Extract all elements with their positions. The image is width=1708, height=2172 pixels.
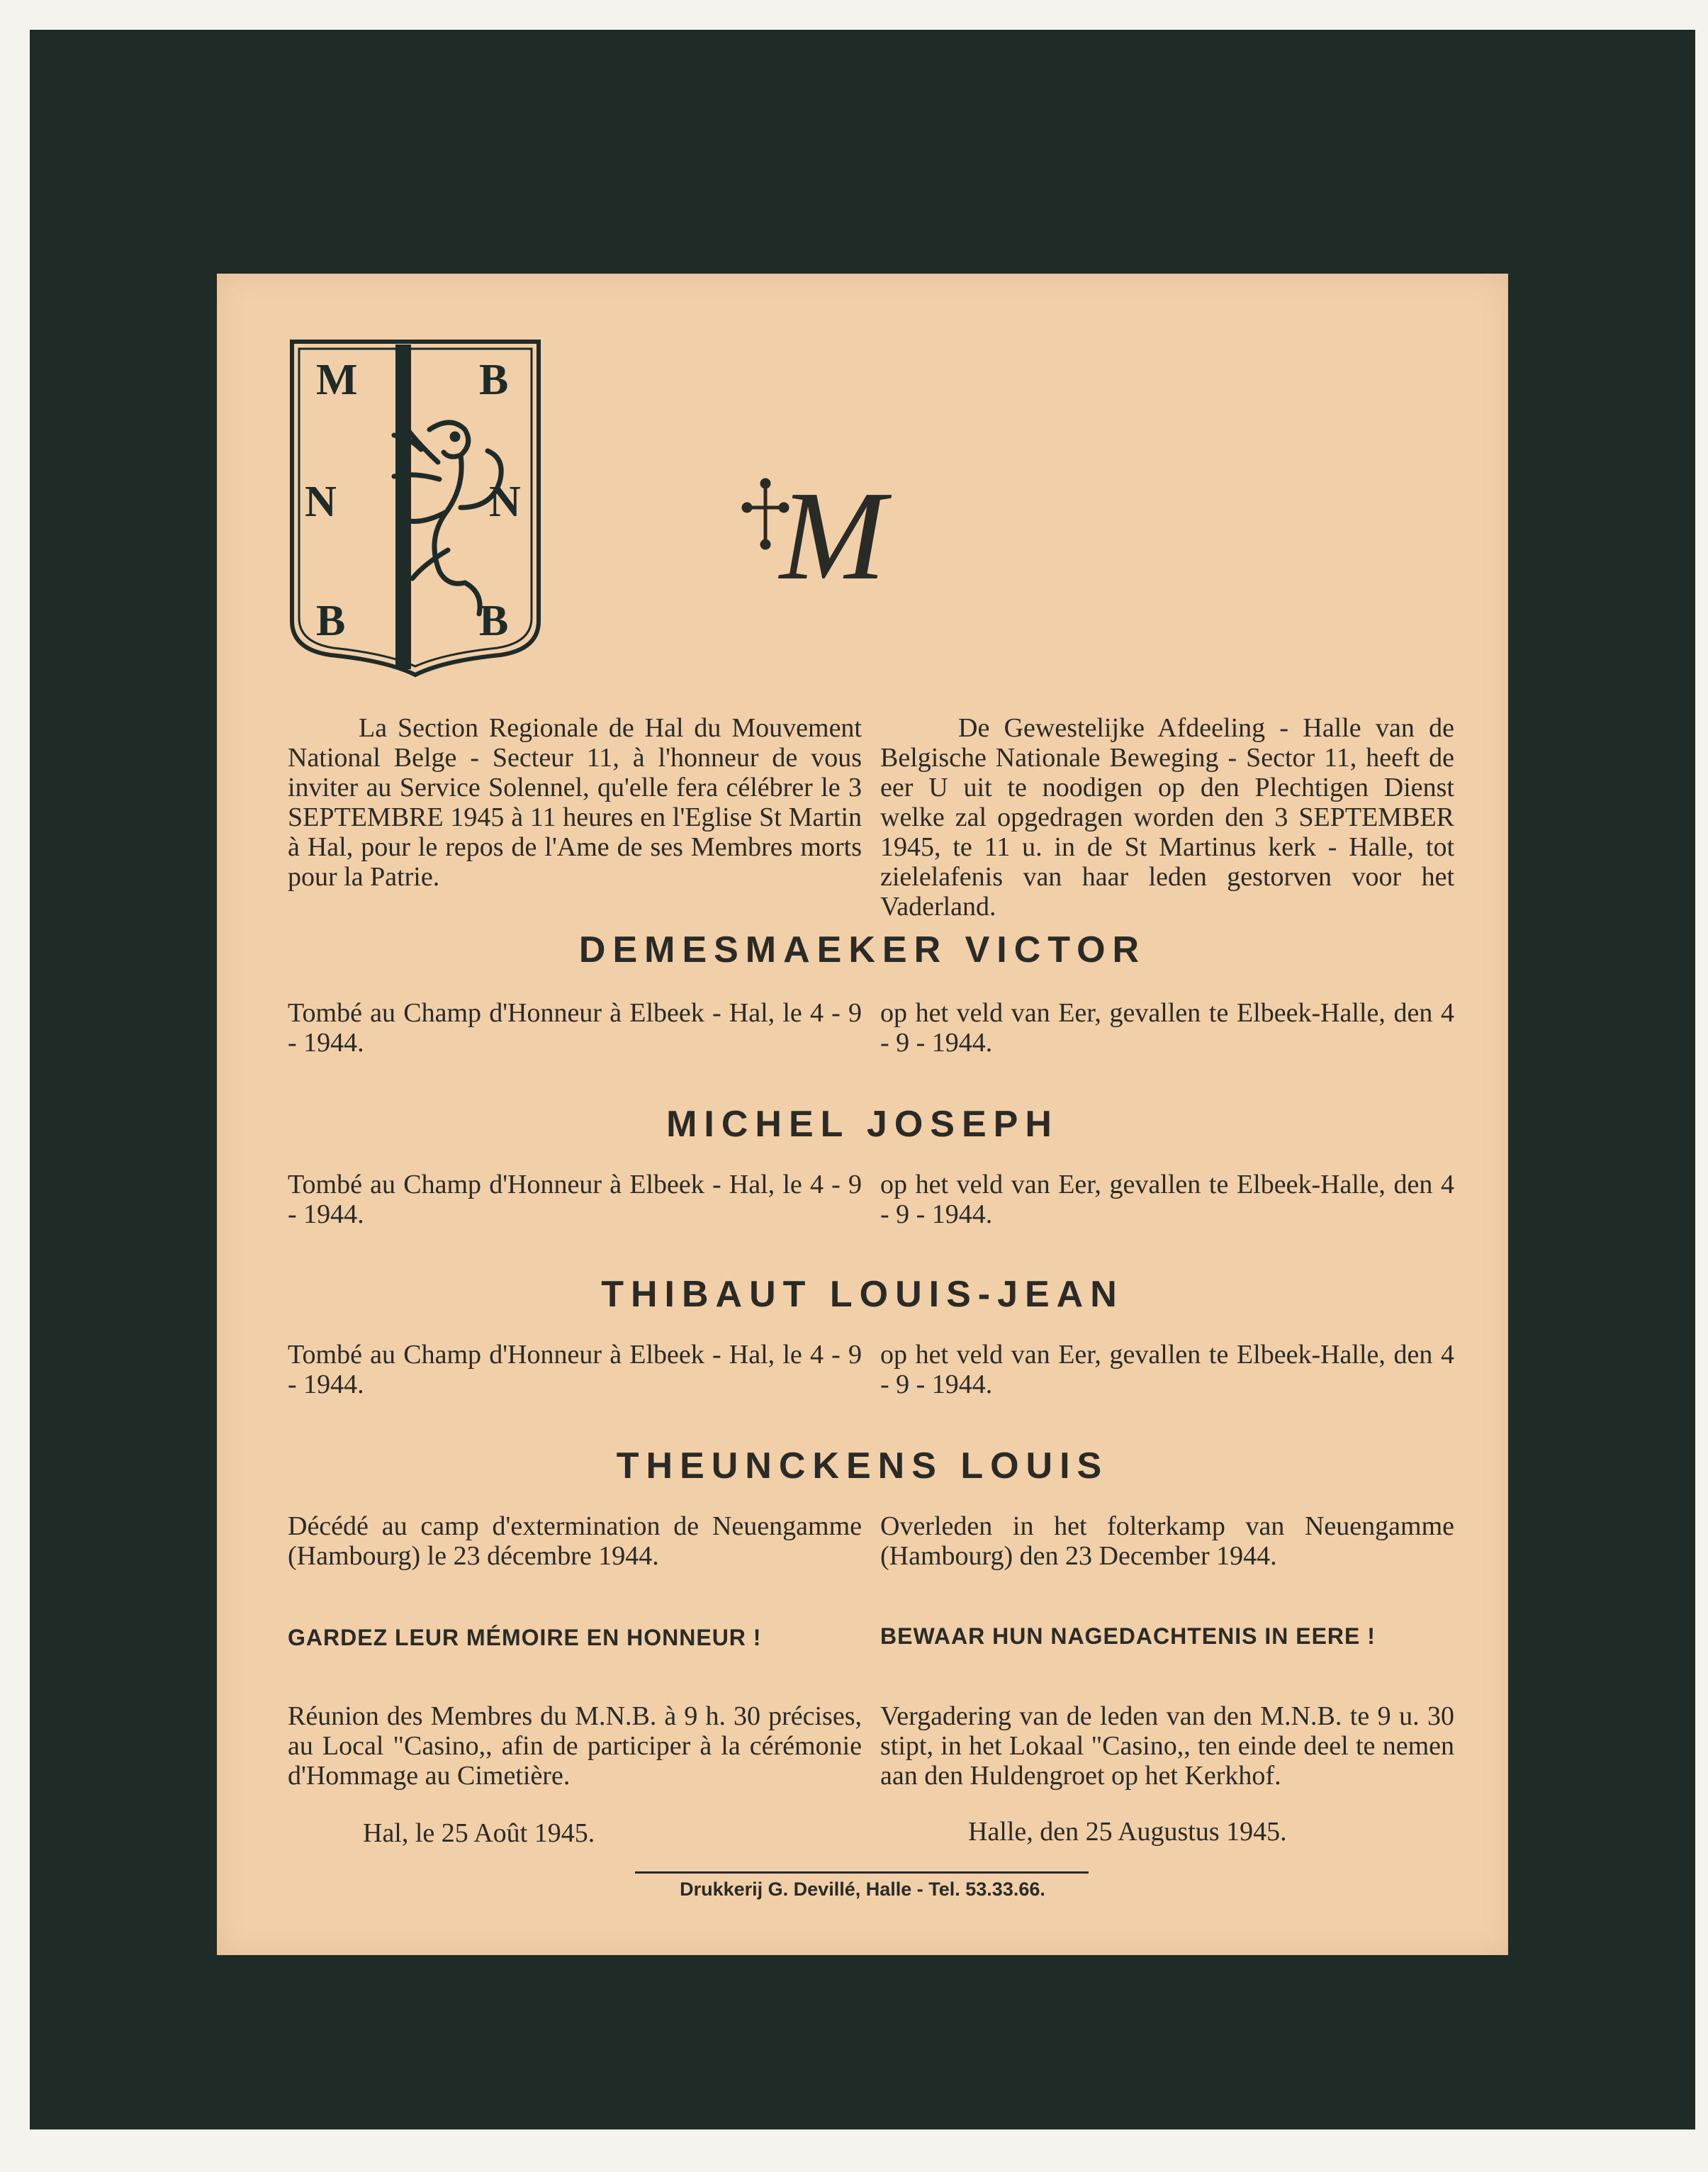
member-name: DEMESMAEKER VICTOR xyxy=(578,929,1147,970)
member-name: THIBAUT LOUIS-JEAN xyxy=(601,1274,1124,1315)
monogram-letter: M xyxy=(780,465,886,606)
member-text-nl: Overleden in het folterkamp van Neuengamme (Hambourg) den 23 December 1944. xyxy=(880,1511,1454,1571)
member-text-fr: Décédé au camp d'extermination de Neuengamme (Hambourg) le 23 décembre 1944. xyxy=(288,1511,862,1571)
mnb-emblem-shield xyxy=(288,337,543,678)
member-text-fr: Tombé au Champ d'Honneur à Elbeek - Hal, le 4 - 9 - 1944. xyxy=(288,998,862,1058)
member-text-fr: Tombé au Champ d'Honneur à Elbeek - Hal, le 4 - 9 - 1944. xyxy=(288,1340,862,1399)
emblem-letter-b-top: B xyxy=(479,356,509,404)
member-text-nl: op het veld van Eer, gevallen te Elbeek-Halle, den 4 - 9 - 1944. xyxy=(880,1170,1454,1229)
place-date-nl: Halle, den 25 Augustus 1945. xyxy=(968,1817,1287,1847)
emblem-letter-n-left: N xyxy=(305,478,337,526)
member-text-nl: op het veld van Eer, gevallen te Elbeek-Halle, den 4 - 9 - 1944. xyxy=(880,1340,1454,1399)
emblem-letter-b-right: B xyxy=(479,597,509,645)
intro-text-fr: La Section Regionale de Hal du Mouvement National Belge - Secteur 11, à l'honneur de vous inviter au Service Solennel, qu'elle fera célébrer le 3 SEPTEMBRE 1945 à 11 heures en l'Eglise St Martin à Hal, pour le repos de l'Ame de ses Membres morts pour la Patrie. xyxy=(288,713,862,892)
meeting-text-fr: Réunion des Membres du M.N.B. à 9 h. 30 précises, au Local "Casino,, afin de participer à la cérémonie d'Hommage au Cimetière. xyxy=(288,1701,862,1791)
emblem-letter-m: M xyxy=(316,356,358,404)
intro-text-nl: De Gewestelijke Afdeeling - Halle van de Belgische Nationale Beweging - Sector 11, heeft de eer U uit te noodigen op den Plechtigen Dienst welke zal opgedragen worden den 3 SEPTEMBER 1945, te 11 u. in de St Martinus kerk - Halle, tot zielelafenis van haar leden gestorven voor het Vaderland. xyxy=(880,713,1454,922)
member-name: MICHEL JOSEPH xyxy=(666,1104,1059,1145)
meeting-text-nl: Vergadering van de leden van den M.N.B. te 9 u. 30 stipt, in het Lokaal "Casino,, ten einde deel te nemen aan den Huldengroet op het Kerkhof. xyxy=(880,1701,1454,1791)
member-name: THEUNCKENS LOUIS xyxy=(616,1445,1109,1487)
black-mount-board xyxy=(30,30,1695,2129)
printer-imprint: Drukkerij G. Devillé, Halle - Tel. 53.33.66. xyxy=(680,1879,1045,1900)
motto-fr: GARDEZ LEUR MÉMOIRE EN HONNEUR ! xyxy=(288,1625,762,1650)
cross-monogram xyxy=(741,465,982,607)
printer-divider xyxy=(635,1871,1089,1874)
emblem-letter-b-left: B xyxy=(316,597,346,645)
emblem-letter-n-right: N xyxy=(489,478,521,526)
shield-emblem-graphic xyxy=(288,337,543,678)
member-text-nl: op het veld van Eer, gevallen te Elbeek-Halle, den 4 - 9 - 1944. xyxy=(880,998,1454,1058)
place-date-fr: Hal, le 25 Août 1945. xyxy=(363,1818,595,1848)
motto-nl: BEWAAR HUN NAGEDACHTENIS IN EERE ! xyxy=(880,1623,1376,1649)
memorial-invitation-sheet xyxy=(217,274,1508,1955)
member-text-fr: Tombé au Champ d'Honneur à Elbeek - Hal, le 4 - 9 - 1944. xyxy=(288,1170,862,1229)
